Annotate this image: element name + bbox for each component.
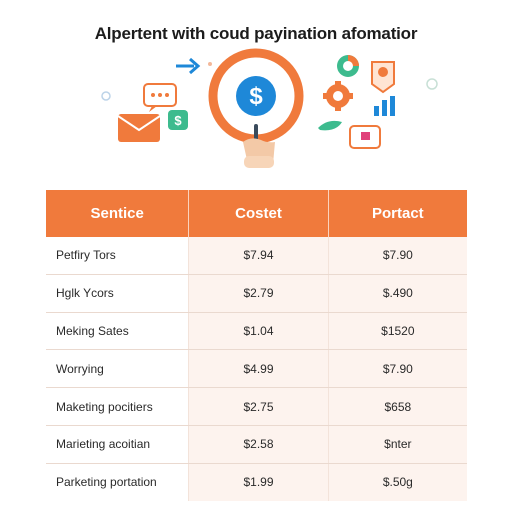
header-cost: Costet — [188, 190, 327, 237]
money-icon — [168, 110, 188, 130]
header-price: Portact — [328, 190, 467, 237]
table-row — [46, 464, 467, 501]
svg-text:$: $ — [174, 113, 182, 128]
row-cost: $2.58 — [188, 426, 327, 463]
row-label: Marieting acoitian — [46, 426, 188, 463]
table-header — [46, 190, 467, 237]
row-price: $1520 — [328, 313, 467, 350]
table-row — [46, 426, 467, 464]
row-price: $7.90 — [328, 350, 467, 387]
row-label: Hglk Ycors — [46, 275, 188, 312]
arrow-right-icon — [176, 59, 198, 73]
chat-bubble-icon — [144, 84, 176, 112]
row-label: Petfiry Tors — [46, 237, 188, 274]
pricing-table — [46, 190, 467, 497]
hero-illustration — [0, 46, 512, 172]
image-icon — [372, 62, 394, 92]
row-cost: $7.94 — [188, 237, 327, 274]
row-price: $658 — [328, 388, 467, 425]
row-cost: $4.99 — [188, 350, 327, 387]
row-label: Parketing portation — [46, 464, 188, 501]
row-label: Worrying — [46, 350, 188, 387]
row-price: $7.90 — [328, 237, 467, 274]
table-row — [46, 313, 467, 351]
table-row — [46, 275, 467, 313]
row-label: Meking Sates — [46, 313, 188, 350]
chart-icon — [337, 55, 359, 77]
table-row — [46, 350, 467, 388]
row-cost: $2.75 — [188, 388, 327, 425]
hand-icon — [243, 124, 275, 168]
svg-text:$: $ — [249, 83, 263, 110]
row-cost: $2.79 — [188, 275, 327, 312]
row-price: $nter — [328, 426, 467, 463]
row-price: $.490 — [328, 275, 467, 312]
row-price: $.50g — [328, 464, 467, 501]
mail-icon — [118, 114, 160, 142]
table-row — [46, 237, 467, 275]
row-label: Maketing pocitiers — [46, 388, 188, 425]
row-cost: $1.99 — [188, 464, 327, 501]
table-body — [46, 237, 467, 501]
page-title: Alpertent with coud payination afomatior — [94, 24, 418, 43]
table-row — [46, 388, 467, 426]
header-service: Sentice — [90, 205, 144, 222]
gear-icon — [323, 81, 353, 111]
row-cost: $1.04 — [188, 313, 327, 350]
